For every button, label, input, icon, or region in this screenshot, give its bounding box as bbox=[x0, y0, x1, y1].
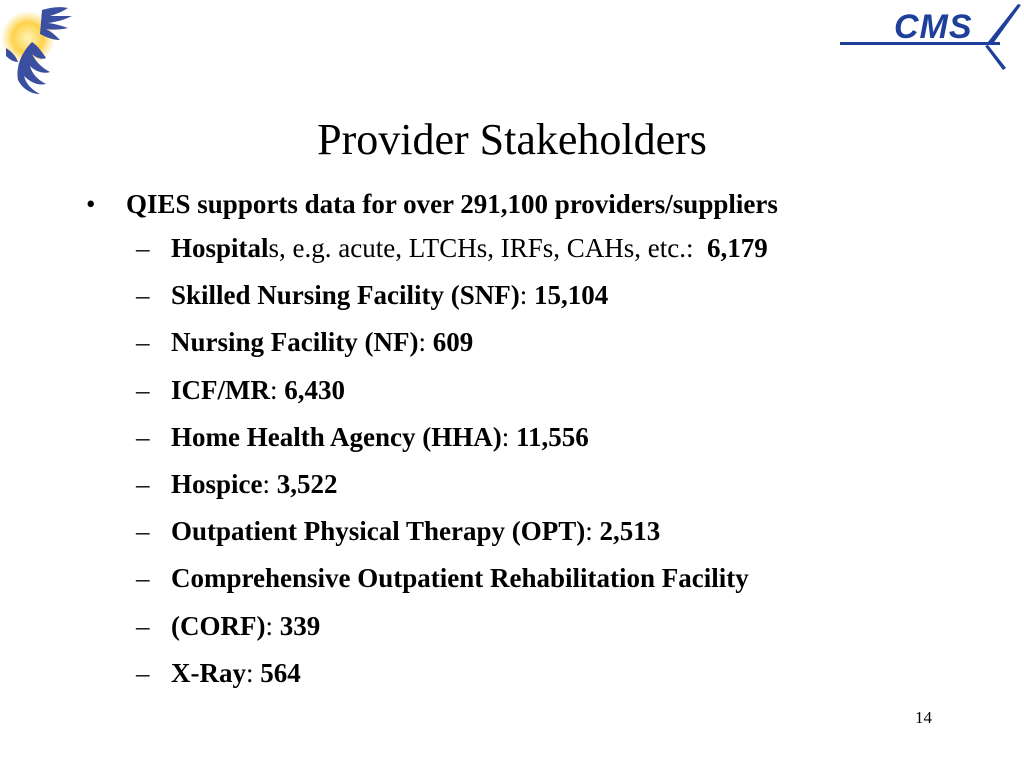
sub-bullet-marker: – bbox=[136, 421, 150, 452]
item-count: 564 bbox=[260, 657, 301, 688]
item-count: 339 bbox=[279, 610, 321, 641]
item-separator: : bbox=[265, 610, 273, 641]
sub-bullet-item bbox=[136, 603, 1006, 650]
item-label-bold: X-Ray bbox=[171, 657, 246, 688]
sub-bullet-marker: – bbox=[136, 610, 150, 641]
item-label-bold: Hospice bbox=[171, 469, 263, 500]
slide-title: Provider Stakeholders bbox=[317, 115, 707, 164]
item-label-bold: ICF/MR bbox=[171, 374, 270, 405]
item-separator: : bbox=[585, 516, 593, 547]
sub-bullet-item bbox=[136, 319, 1006, 366]
item-count: 3,522 bbox=[276, 469, 338, 500]
bullet-marker: • bbox=[86, 189, 96, 219]
item-count: 2,513 bbox=[599, 516, 661, 547]
sub-bullet-marker: – bbox=[136, 469, 150, 500]
item-separator: : bbox=[262, 469, 271, 500]
sub-bullet-marker: – bbox=[136, 327, 150, 358]
item-separator: : bbox=[269, 374, 278, 405]
sub-bullet-marker: – bbox=[136, 233, 150, 263]
bullet-list bbox=[86, 183, 1006, 697]
sub-bullet-marker: – bbox=[136, 516, 150, 547]
sub-bullet-marker: – bbox=[136, 563, 150, 594]
item-count: 609 bbox=[432, 327, 474, 358]
sub-bullet-item bbox=[136, 508, 1006, 555]
hhs-eagle-logo-icon bbox=[2, 4, 84, 96]
sub-bullet-marker: – bbox=[136, 280, 150, 311]
sub-bullet-item bbox=[136, 272, 1006, 319]
item-separator: : bbox=[501, 421, 510, 452]
sub-bullet-marker: – bbox=[136, 657, 150, 688]
item-separator: : bbox=[519, 280, 528, 311]
item-label-rest: s, e.g. acute, LTCHs, IRFs, CAHs, etc.: bbox=[268, 233, 694, 263]
sub-bullet-item bbox=[136, 650, 1006, 697]
item-separator: : bbox=[246, 657, 254, 688]
sub-bullet-item bbox=[136, 367, 1006, 414]
item-count: 6,179 bbox=[707, 233, 768, 263]
main-bullet-text: QIES supports data for over 291,100 providers/suppliers bbox=[126, 189, 778, 219]
page-number: 14 bbox=[915, 708, 932, 727]
sub-bullet-item bbox=[136, 555, 1006, 602]
item-label-bold: Skilled Nursing Facility (SNF) bbox=[171, 280, 520, 311]
sub-bullet-item bbox=[136, 225, 1006, 272]
sub-bullet-item bbox=[136, 461, 1006, 508]
main-bullet bbox=[86, 183, 1006, 225]
item-count: 11,556 bbox=[515, 421, 589, 452]
cms-logo-text: CMS bbox=[894, 8, 973, 46]
item-count: 6,430 bbox=[284, 374, 345, 405]
item-label-bold: Nursing Facility (NF) bbox=[171, 327, 419, 358]
item-label-bold: Hospital bbox=[171, 233, 269, 263]
item-label-bold: Outpatient Physical Therapy (OPT) bbox=[171, 516, 586, 547]
sub-bullet-item bbox=[136, 414, 1006, 461]
item-label-bold: Home Health Agency (HHA) bbox=[171, 421, 502, 452]
cms-logo-icon bbox=[838, 2, 1024, 72]
item-label-bold: (CORF) bbox=[171, 610, 266, 641]
item-count: 15,104 bbox=[534, 280, 609, 311]
item-separator: : bbox=[418, 327, 426, 358]
sub-bullet-marker: – bbox=[136, 374, 150, 405]
item-label-bold: Comprehensive Outpatient Rehabilitation Facility bbox=[171, 563, 749, 594]
